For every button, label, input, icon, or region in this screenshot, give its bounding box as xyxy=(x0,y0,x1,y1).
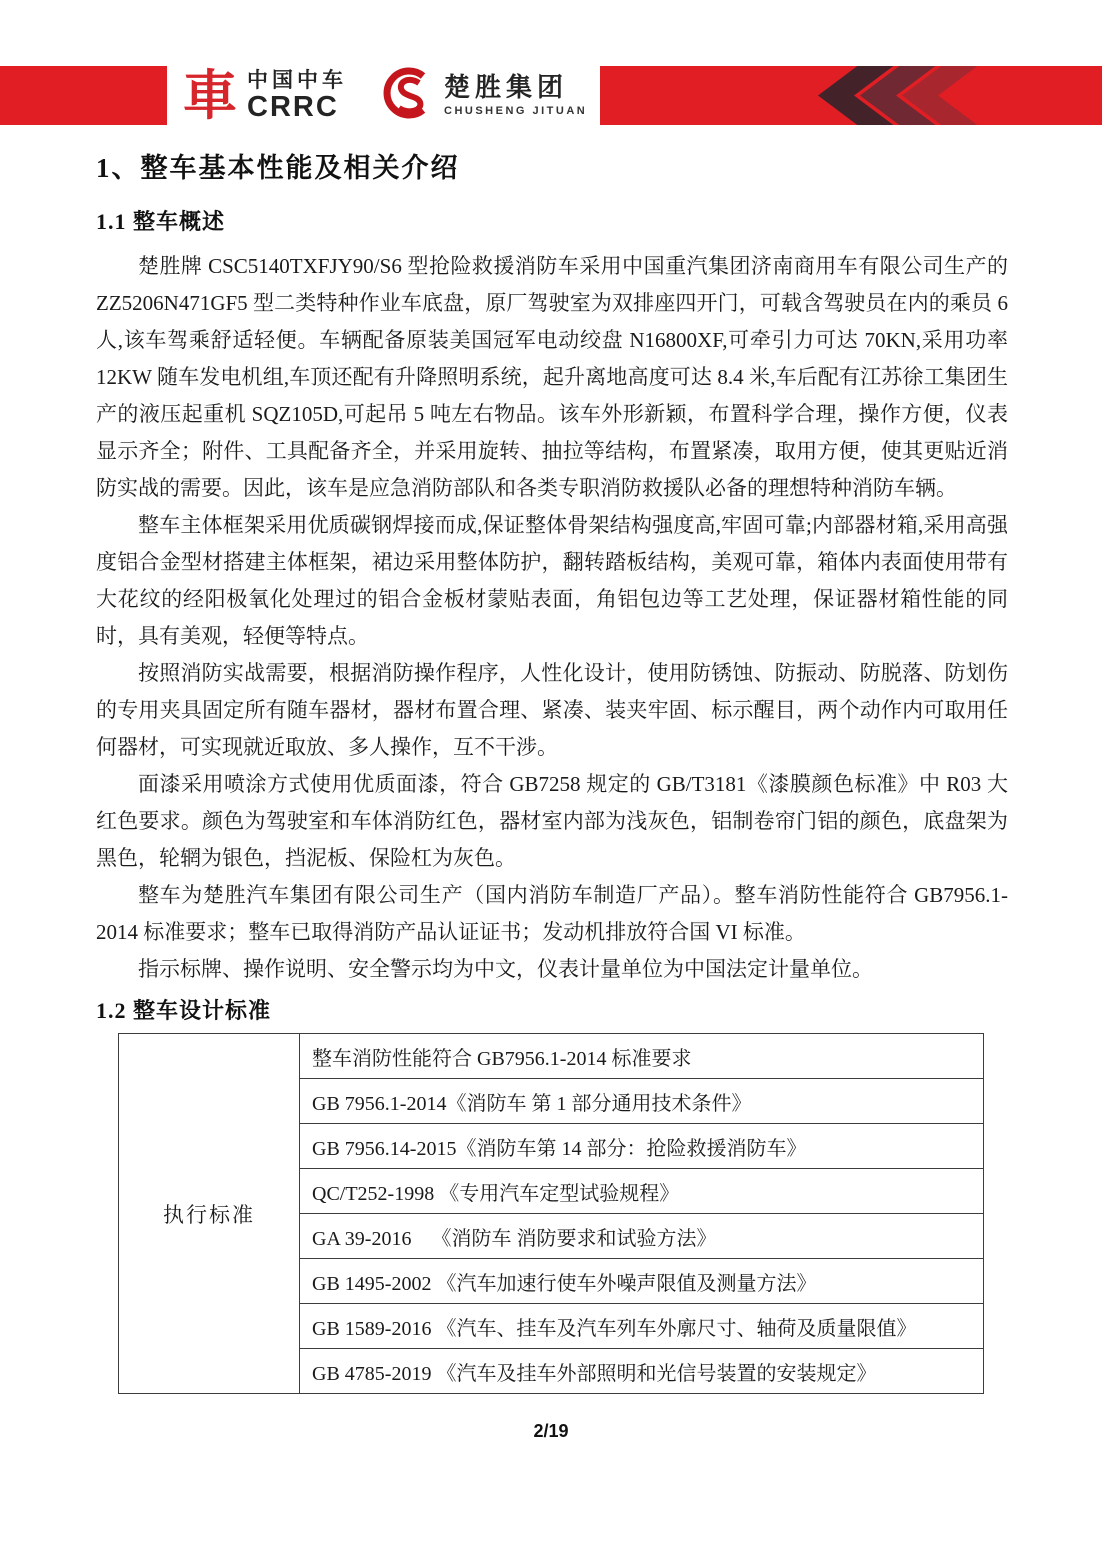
chusheng-name-cn: 楚胜集团 xyxy=(444,71,569,102)
table-row-header-cell: 执行标准 xyxy=(119,1034,300,1394)
paragraph-certification: 整车为楚胜汽车集团有限公司生产（国内消防车制造厂产品）。整车消防性能符合 GB7956.1-2014 标准要求；整车已取得消防产品认证证书；发动机排放符合国 VI 标准。 xyxy=(96,883,1008,944)
section-1-2-heading: 1.2 整车设计标准 xyxy=(96,998,272,1023)
table-cell-standard-1: 整车消防性能符合 GB7956.1-2014 标准要求 xyxy=(300,1034,984,1079)
crrc-logo-icon: 車 xyxy=(183,65,237,126)
table-cell-standard-3: GB 7956.14-2015《消防车第 14 部分：抢险救援消防车》 xyxy=(300,1124,984,1169)
paragraph-frame-structure: 整车主体框架采用优质碳钢焊接而成,保证整体骨架结构强度高,牢固可靠;内部器材箱,采用高强度铝合金型材搭建主体框架，裙边采用整体防护，翻转踏板结构，美观可靠，箱体内表面使用带有大花纹的经阳极氧化处理过的铝合金板材蒙贴表面，角铝包边等工艺处理，保证器材箱性能的同时，具有美观，轻便等特点。 xyxy=(96,513,1008,648)
paragraph-overview-1: 楚胜牌 CSC5140TXFJY90/S6 型抢险救援消防车采用中国重汽集团济南商用车有限公司生产的 ZZ5206N471GF5 型二类特种作业车底盘，原厂驾驶室为双排座四开门，可载含驾驶员在内的乘员 6 人,该车驾乘舒适轻便。车辆配备原装美国冠军电动绞盘 N16800XF,可牵引力可达 70KN,采用功率 12KW 随车发电机组,车顶还配有升降照明系统，起升离地高度可达 8.4 米,车后配有江苏徐工集团生产的液压起重机 SQZ105D,可起吊 5 吨左右物品。该车外形新颖，布置科学合理，操作方便，仪表显示齐全；附件、工具配备齐全，并采用旋转、抽拉等结构，布置紧凑，取用方便，使其更贴近消防实战的需要。因此，该车是应急消防部队和各类专职消防救援队必备的理想特种消防车辆。 xyxy=(96,254,1008,500)
table-cell-standard-2: GB 7956.1-2014《消防车 第 1 部分通用技术条件》 xyxy=(300,1079,984,1124)
paragraph-labels-units: 指示标牌、操作说明、安全警示均为中文，仪表计量单位为中国法定计量单位。 xyxy=(138,957,873,981)
section-1-heading: 1、整车基本性能及相关介绍 xyxy=(96,153,460,183)
crrc-name-en: CRRC xyxy=(247,91,339,124)
paragraph-equipment-fixing: 按照消防实战需要，根据消防操作程序，人性化设计，使用防锈蚀、防振动、防脱落、防划伤的专用夹具固定所有随车器材，器材布置合理、紧凑、装夹牢固、标示醒目，两个动作内可取用任何器材，可实现就近取放、多人操作，互不干涉。 xyxy=(96,661,1008,759)
document-body xyxy=(96,0,1008,1394)
design-standards-table xyxy=(118,1033,984,1394)
paragraph-paint-colors: 面漆采用喷涂方式使用优质面漆，符合 GB7258 规定的 GB/T3181《漆膜颜色标准》中 R03 大红色要求。颜色为驾驶室和车体消防红色，器材室内部为浅灰色，铝制卷帘门铝的颜色，底盘架为黑色，轮辋为银色，挡泥板、保险杠为灰色。 xyxy=(96,772,1008,870)
table-cell-standard-6: GB 1495-2002 《汽车加速行使车外噪声限值及测量方法》 xyxy=(300,1259,984,1304)
crrc-name-cn: 中国中车 xyxy=(247,68,347,92)
table-cell-standard-8: GB 4785-2019 《汽车及挂车外部照明和光信号装置的安装规定》 xyxy=(300,1349,984,1394)
page-number: 2/19 xyxy=(533,1421,569,1441)
chusheng-name-en: CHUSHENG JITUAN xyxy=(444,105,588,118)
table-row xyxy=(119,1034,984,1079)
table-cell-standard-7: GB 1589-2016 《汽车、挂车及汽车列车外廓尺寸、轴荷及质量限值》 xyxy=(300,1304,984,1349)
section-1-1-heading: 1.1 整车概述 xyxy=(96,209,226,234)
table-cell-standard-4: QC/T252-1998 《专用汽车定型试验规程》 xyxy=(300,1169,984,1214)
table-cell-standard-5: GA 39-2016 《消防车 消防要求和试验方法》 xyxy=(300,1214,984,1259)
